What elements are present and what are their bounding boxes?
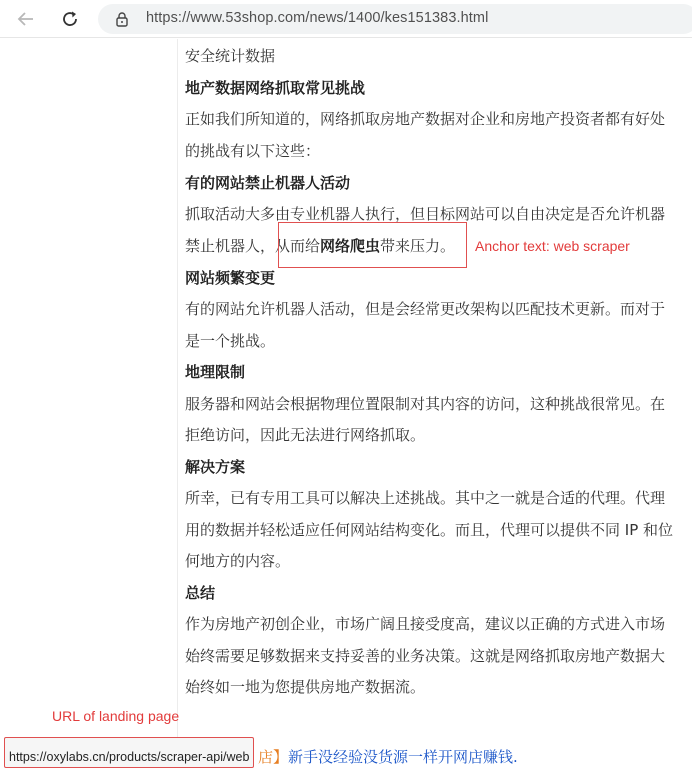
- paragraph-line: 始终如一地为您提供房地产数据流。: [185, 678, 426, 696]
- bottom-link-text[interactable]: 新手没经验没货源一样开网店赚钱.: [288, 748, 518, 766]
- browser-toolbar: [0, 0, 692, 38]
- paragraph-line: 始终需要足够数据来支持妥善的业务决策。这就是网络抓取房地产数据大: [185, 647, 666, 665]
- paragraph-line: 所幸，已有专用工具可以解决上述挑战。其中之一就是合适的代理。代理: [185, 489, 666, 507]
- anchor-text-annotation: Anchor text: web scraper: [475, 238, 630, 254]
- section-heading: 网站频繁变更: [185, 269, 276, 287]
- paragraph-line: 是一个挑战。: [185, 332, 276, 350]
- anchor-line-before: 从而给: [275, 237, 321, 255]
- section-heading: 解决方案: [185, 458, 246, 476]
- paragraph-line: 何地方的内容。: [185, 552, 291, 570]
- anchor-highlight-box: [278, 222, 467, 268]
- landing-url-annotation: URL of landing page: [52, 708, 180, 724]
- left-sidebar: [0, 39, 178, 768]
- bottom-article-link[interactable]: [258, 746, 518, 767]
- section-heading: 地理限制: [185, 363, 246, 381]
- bottom-link-bracket: 店】: [258, 748, 289, 766]
- status-bar-url: [4, 737, 254, 768]
- lock-icon[interactable]: [114, 11, 130, 27]
- paragraph-line: 有的网站允许机器人活动，但是会经常更改架构以匹配技术更新。而对于: [185, 300, 666, 318]
- paragraph-line: 拒绝访问，因此无法进行网络抓取。: [185, 426, 426, 444]
- anchor-line-prefix: 禁止机器人，: [185, 237, 276, 255]
- reload-icon[interactable]: [58, 7, 82, 31]
- paragraph-line: 的挑战有以下这些：: [185, 142, 321, 160]
- section-heading: 地产数据网络抓取常见挑战: [185, 79, 366, 97]
- status-bar-url-text: https://oxylabs.cn/products/scraper-api/web: [9, 750, 250, 764]
- paragraph-line: 用的数据并轻松适应任何网站结构变化。而且，代理可以提供不同 IP 和位: [185, 521, 674, 539]
- url-text[interactable]: https://www.53shop.com/news/1400/kes151383.html: [146, 10, 489, 26]
- address-bar[interactable]: [98, 4, 692, 34]
- web-scraper-anchor-link[interactable]: 网络爬虫: [320, 237, 381, 255]
- section-heading: 有的网站禁止机器人活动: [185, 174, 351, 192]
- paragraph-line: 正如我们所知道的，网络抓取房地产数据对企业和房地产投资者都有好处: [185, 110, 666, 128]
- paragraph-line: 抓取活动大多由专业机器人执行，但目标网站可以自由决定是否允许机器: [185, 205, 666, 223]
- anchor-line-after: 带来压力。: [380, 237, 456, 255]
- paragraph-line: 安全统计数据: [185, 47, 276, 65]
- section-heading: 总结: [185, 584, 216, 602]
- paragraph-line: 作为房地产初创企业，市场广阔且接受度高，建议以正确的方式进入市场: [185, 615, 666, 633]
- back-arrow-icon[interactable]: [14, 7, 38, 31]
- paragraph-line: 服务器和网站会根据物理位置限制对其内容的访问，这种挑战很常见。在: [185, 395, 666, 413]
